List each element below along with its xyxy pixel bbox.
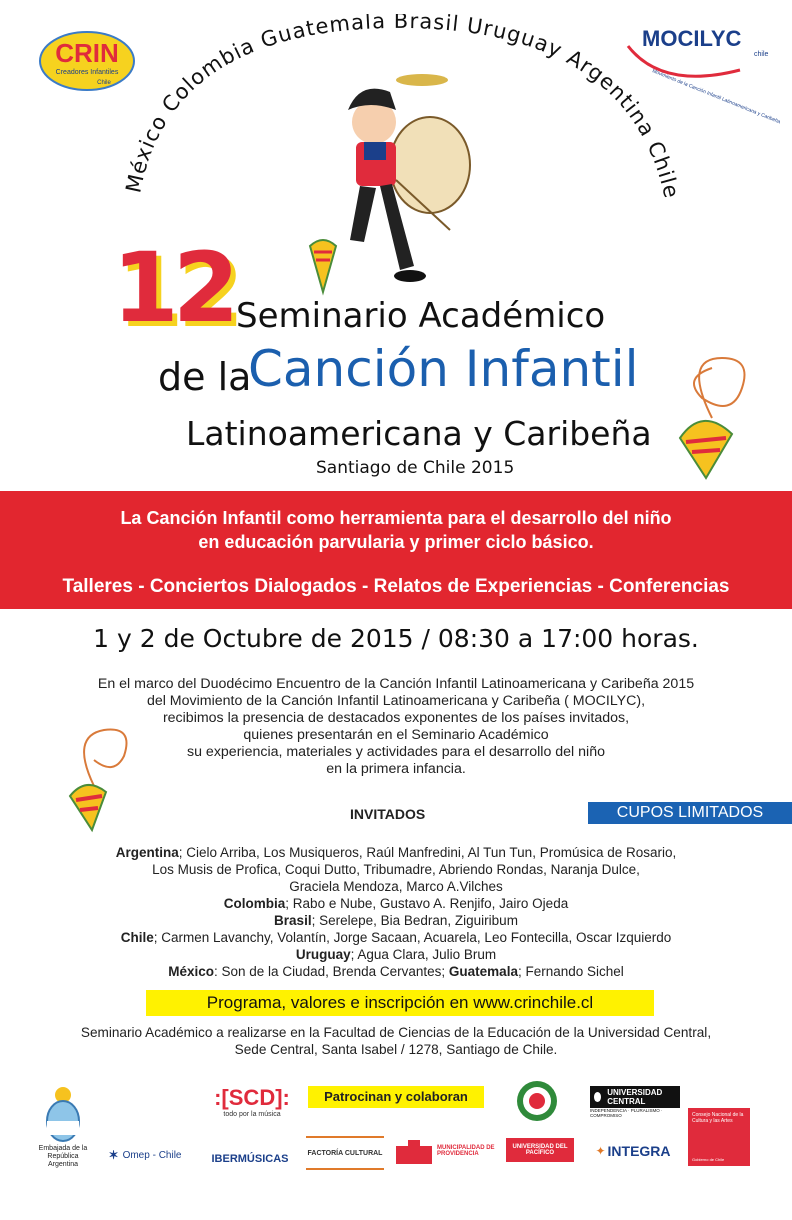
guest-names: ; Carmen Lavanchy, Volantín, Jorge Sacaan, Acuarela, Leo Fontecilla, Oscar Izquierdo bbox=[153, 930, 672, 945]
spinning-top-icon bbox=[306, 236, 340, 296]
country-label: Uruguay bbox=[295, 947, 351, 962]
universidad-central-logo bbox=[590, 1086, 680, 1118]
pacifico-logo-text: UNIVERSIDAD DEL PACÍFICO bbox=[512, 1144, 568, 1156]
guest-list bbox=[0, 844, 792, 980]
consejo-cultura-logo bbox=[688, 1108, 750, 1166]
guest-names: ; Fernando Sichel bbox=[517, 964, 624, 979]
country-label: Colombia bbox=[223, 896, 286, 911]
intro-line: En el marco del Duodécimo Encuentro de la Canción Infantil Latinoamericana y Caribeña 2015 bbox=[97, 676, 695, 692]
intro-line: quienes presentarán en el Seminario Académico bbox=[243, 727, 549, 743]
central-logo-text: UNIVERSIDAD CENTRAL bbox=[607, 1088, 663, 1106]
spinning-top-right-icon bbox=[672, 338, 762, 488]
countries-arc-text: México Colombia Guatemala Brasil Uruguay Argentina Chile bbox=[121, 14, 684, 202]
country-label: Chile bbox=[120, 930, 154, 945]
ibermusicas-logo-text: IBERMÚSICAS bbox=[211, 1153, 289, 1165]
scd-logo-text: :[SCD]: bbox=[214, 1084, 290, 1110]
edition-number: 12 bbox=[112, 232, 234, 344]
boy-drummer-illustration bbox=[330, 70, 480, 300]
venue-line: Seminario Académico a realizarse en la Facultad de Ciencias de la Educación de la Universidad Central, bbox=[80, 1025, 712, 1040]
providencia-logo-text: MUNICIPALIDAD DE PROVIDENCIA bbox=[437, 1145, 495, 1157]
universidad-pacifico-logo bbox=[506, 1138, 574, 1162]
venue-text bbox=[0, 1024, 792, 1058]
scd-logo bbox=[204, 1080, 300, 1122]
omep-people-icon: ✶ bbox=[108, 1148, 119, 1162]
integra-star-icon: ✦ bbox=[595, 1144, 606, 1158]
intro-line: su experiencia, materiales y actividades para el desarrollo del niño bbox=[187, 744, 605, 760]
spinning-top-left-icon bbox=[64, 716, 144, 836]
venue-line: Sede Central, Santa Isabel / 1278, Santiago de Chile. bbox=[234, 1042, 558, 1057]
building-icon bbox=[394, 1138, 434, 1164]
theme-line2: en educación parvularia y primer ciclo básico. bbox=[198, 532, 594, 552]
mocilyc-sub: Movimiento de la Canción Infantil Latinoamericana y Caribeña bbox=[651, 68, 782, 126]
factoria-cultural-logo bbox=[306, 1136, 384, 1170]
country-label: Argentina bbox=[115, 845, 179, 860]
country-label: Brasil bbox=[274, 913, 312, 928]
country-label: México bbox=[168, 964, 215, 979]
crin-logo-sub: Creadores Infantiles bbox=[55, 69, 119, 76]
seal-icon bbox=[515, 1079, 559, 1123]
intro-line: del Movimiento de la Canción Infantil Latinoamericana y Caribeña ( MOCILYC), bbox=[146, 693, 646, 709]
consejo-sub: Gobierno de Chile bbox=[692, 1157, 725, 1162]
providencia-logo bbox=[394, 1136, 498, 1166]
guest-names: Graciela Mendoza, Marco A.Vilches bbox=[289, 879, 503, 894]
guest-names: ; Serelepe, Bia Bedran, Ziguiribum bbox=[311, 913, 518, 928]
event-date: 1 y 2 de Octubre de 2015 / 08:30 a 17:00 horas. bbox=[93, 624, 699, 653]
country-label: Guatemala bbox=[448, 964, 518, 979]
guest-names: Los Musis de Profica, Coqui Dutto, Tribumadre, Abriendo Rondas, Naranja Dulce, bbox=[152, 862, 640, 877]
argentina-coat-of-arms-icon bbox=[43, 1085, 83, 1145]
invitados-heading: INVITADOS bbox=[350, 806, 426, 822]
crin-logo-text: CRIN bbox=[55, 38, 119, 68]
programa-link-banner[interactable]: Programa, valores e inscripción en www.crinchile.cl bbox=[146, 990, 654, 1016]
central-sub: INDEPENDENCIA · PLURALISMO · COMPROMISO bbox=[590, 1108, 663, 1118]
integra-logo bbox=[588, 1138, 678, 1164]
ibermusicas-logo bbox=[200, 1148, 300, 1170]
activities-line: Talleres - Conciertos Dialogados - Relatos de Experiencias - Conferencias bbox=[62, 576, 730, 597]
cupos-limitados-badge: CUPOS LIMITADOS bbox=[588, 802, 792, 824]
intro-line: recibimos la presencia de destacados exponentes de los países invitados, bbox=[162, 710, 630, 726]
sponsors-heading: Patrocinan y colaboran bbox=[308, 1086, 484, 1108]
title-line2b: Canción Infantil bbox=[248, 340, 639, 398]
title-line2a: de la bbox=[158, 355, 252, 399]
guest-names: : Son de la Ciudad, Brenda Cervantes; bbox=[214, 964, 449, 979]
integra-logo-text: INTEGRA bbox=[607, 1143, 671, 1159]
seal-logo bbox=[514, 1078, 560, 1124]
omep-logo bbox=[90, 1144, 200, 1166]
factoria-logo-text: FACTORÍA CULTURAL bbox=[307, 1149, 383, 1157]
central-dot-icon bbox=[594, 1092, 601, 1102]
embajada-text: Embajada de la República Argentina bbox=[38, 1145, 88, 1168]
mocilyc-logo-text: MOCILYC bbox=[642, 26, 742, 51]
guest-names: ; Agua Clara, Julio Brum bbox=[350, 947, 497, 962]
argentina-embassy-logo bbox=[38, 1082, 88, 1172]
title-line3: Latinoamericana y Caribeña bbox=[186, 414, 652, 453]
scd-sub: todo por la música bbox=[223, 1110, 281, 1118]
crin-logo-country: Chile bbox=[97, 80, 111, 86]
theme-line1: La Canción Infantil como herramienta para el desarrollo del niño bbox=[120, 508, 672, 528]
mocilyc-country: chile bbox=[754, 51, 769, 58]
title-line1: Seminario Académico bbox=[236, 296, 606, 336]
title-line4: Santiago de Chile 2015 bbox=[316, 458, 515, 478]
intro-line: en la primera infancia. bbox=[326, 761, 466, 777]
omep-logo-text: Omep - Chile bbox=[122, 1149, 182, 1161]
consejo-text: Consejo Nacional de la Cultura y las Artes bbox=[692, 1112, 744, 1124]
guest-names: ; Cielo Arriba, Los Musiqueros, Raúl Manfredini, Al Tun Tun, Promúsica de Rosario, bbox=[178, 845, 677, 860]
guest-names: ; Rabo e Nube, Gustavo A. Renjifo, Jairo Ojeda bbox=[285, 896, 569, 911]
